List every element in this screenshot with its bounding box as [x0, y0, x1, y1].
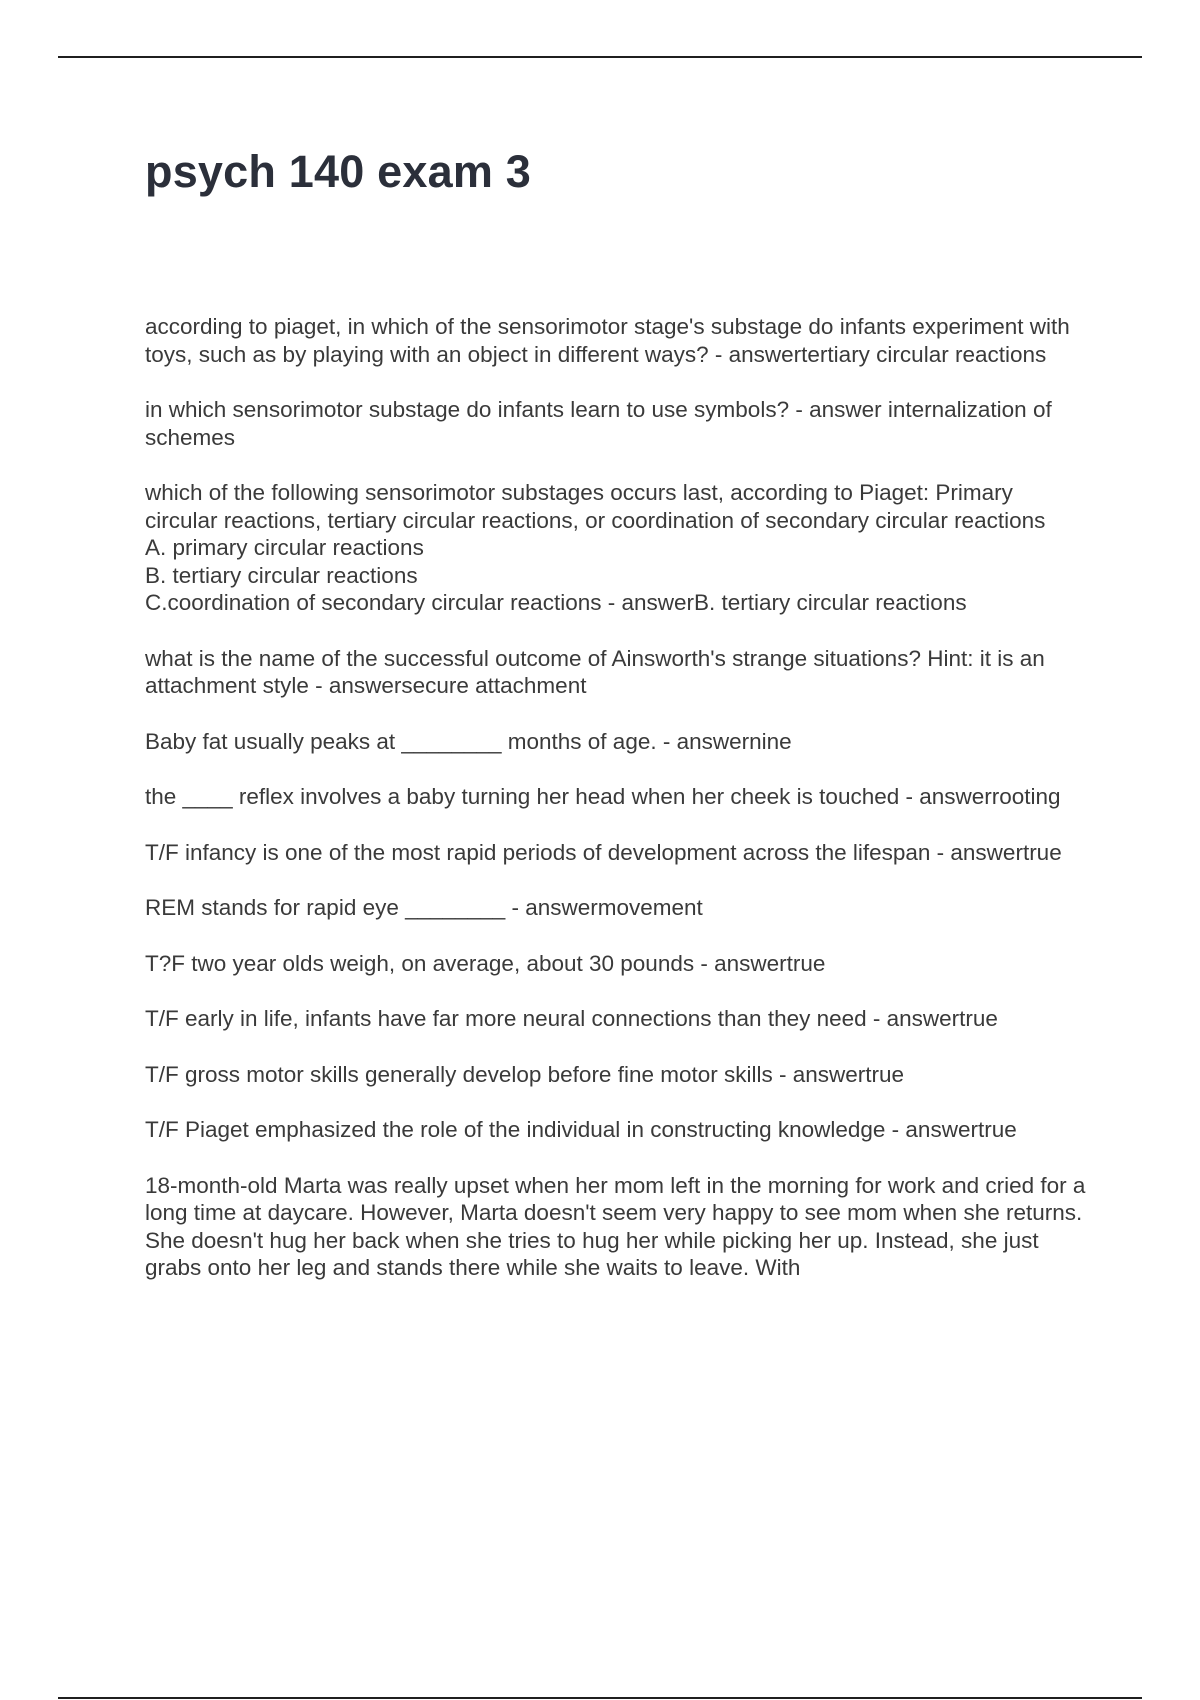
qa-item: in which sensorimotor substage do infants learn to use symbols? - answer internalization of schemes — [145, 397, 1052, 450]
qa-item: T?F two year olds weigh, on average, about 30 pounds - answertrue — [145, 950, 826, 976]
qa-item: according to piaget, in which of the sensorimotor stage's substage do infants experiment with toys, such as by playing with an object in different ways? - answertertiary circular reactions — [145, 314, 1070, 367]
qa-item: T/F Piaget emphasized the role of the individual in constructing knowledge - answertrue — [145, 1117, 1017, 1142]
qa-item: T/F infancy is one of the most rapid periods of development across the lifespan - answertrue — [145, 839, 1062, 865]
qa-item: which of the following sensorimotor substages occurs last, according to Piaget: Primary circular reactions, tertiary circular reactions, or coordination of secondary circular reactions A. primary circular reactions B. tertiary circular reactions C.coordination of secondary circular reactions - answerB. tertiary circular reactions — [145, 480, 1046, 615]
qa-item: the ____ reflex involves a baby turning her head when her cheek is touched - answerrooting — [145, 784, 1061, 809]
qa-item: 18-month-old Marta was really upset when her mom left in the morning for work and cried for a long time at daycare. However, Marta doesn't seem very happy to see mom when she returns. She doesn't hug her back when she tries to hug her while picking her up. Instead, she just grabs onto her leg and stands there while she waits to leave. With — [145, 1172, 1086, 1280]
qa-item: what is the name of the successful outcome of Ainsworth's strange situations? Hint: it is an attachment style - answersecure attachment — [145, 645, 1045, 698]
bottom-divider — [58, 1697, 1142, 1699]
top-divider — [58, 56, 1142, 58]
qa-list — [145, 313, 1090, 1310]
qa-item: T/F early in life, infants have far more neural connections than they need - answertrue — [145, 1006, 998, 1031]
qa-item: Baby fat usually peaks at ________ months of age. - answernine — [145, 728, 792, 754]
qa-item: REM stands for rapid eye ________ - answermovement — [145, 895, 703, 920]
qa-item: T/F gross motor skills generally develop before fine motor skills - answertrue — [145, 1061, 905, 1087]
document-title: psych 140 exam 3 — [145, 146, 531, 197]
